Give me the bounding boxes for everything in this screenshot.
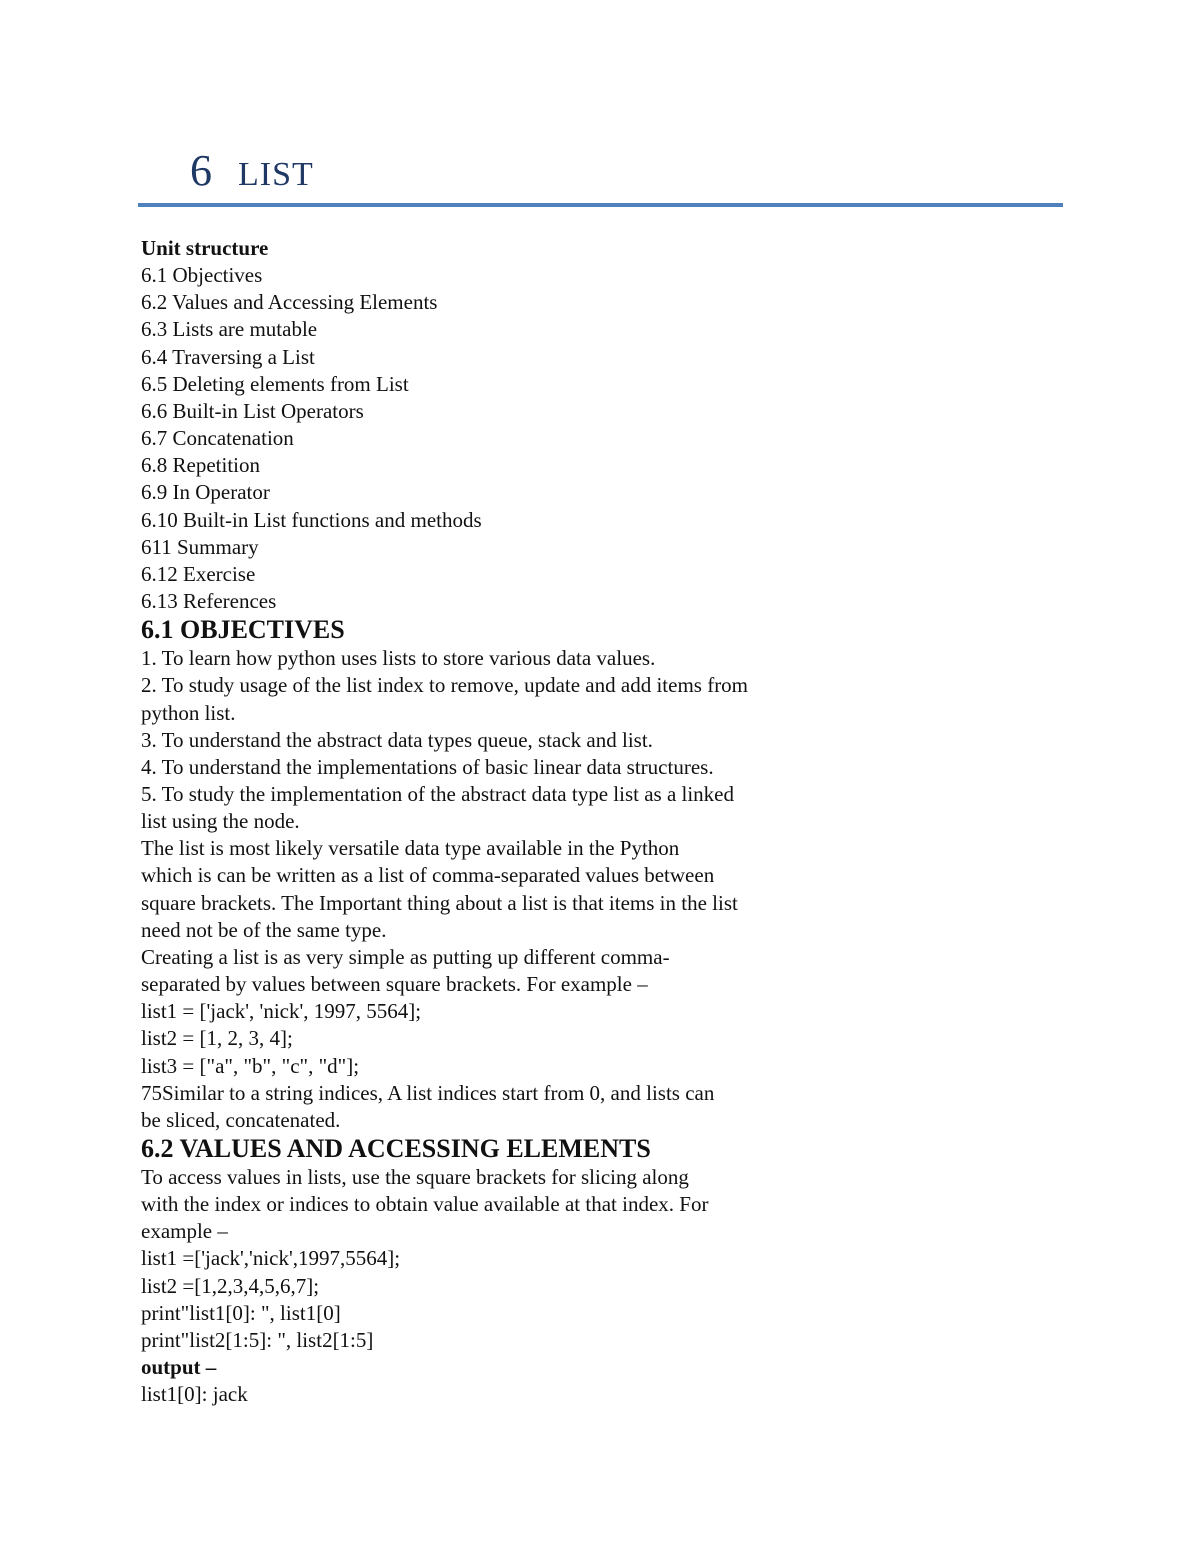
unit-structure-item: 6.5 Deleting elements from List	[141, 371, 409, 396]
unit-structure-list	[141, 262, 841, 615]
paragraph-line: 1. To learn how python uses lists to store various data values.	[141, 646, 656, 671]
unit-structure-item: 6.3 Lists are mutable	[141, 317, 318, 342]
paragraph-line: 2. To study usage of the list index to remove, update and add items from	[141, 673, 749, 698]
code-line: print"list2[1:5]: ", list2[1:5]	[141, 1327, 374, 1352]
paragraph-line: example –	[141, 1219, 228, 1244]
unit-structure-item: 6.13 References	[141, 589, 277, 614]
paragraph-line: 4. To understand the implementations of basic linear data structures.	[141, 754, 714, 779]
unit-structure-item: 6.10 Built-in List functions and methods	[141, 507, 482, 532]
heading-rule	[138, 203, 1063, 207]
paragraph-line: be sliced, concatenated.	[141, 1107, 341, 1132]
code-line: list1 = ['jack', 'nick', 1997, 5564];	[141, 999, 422, 1024]
code-line: list1 =['jack','nick',1997,5564];	[141, 1246, 401, 1271]
code-line: list3 = ["a", "b", "c", "d"];	[141, 1053, 360, 1078]
unit-structure-heading: Unit structure	[141, 236, 269, 260]
output-line: list1[0]: jack	[141, 1382, 248, 1407]
paragraph-line: which is can be written as a list of comma-separated values between	[141, 863, 715, 888]
unit-structure-item: 6.12 Exercise	[141, 561, 256, 586]
paragraph-line: python list.	[141, 700, 236, 725]
unit-structure-item: 6.9 In Operator	[141, 480, 270, 505]
paragraph-line: square brackets. The Important thing about a list is that items in the list	[141, 890, 738, 915]
unit-structure-item: 6.7 Concatenation	[141, 426, 294, 451]
chapter-title: LIST	[238, 156, 314, 193]
paragraph-line: 5. To study the implementation of the abstract data type list as a linked	[141, 781, 735, 806]
section-heading-objectives: 6.1 OBJECTIVES	[141, 615, 345, 645]
chapter-number: 6	[190, 146, 212, 195]
paragraph-line: separated by values between square brackets. For example –	[141, 972, 648, 997]
paragraph-line: The list is most likely versatile data type available in the Python	[141, 836, 680, 861]
section-values-body	[141, 1164, 841, 1408]
code-line: list2 = [1, 2, 3, 4];	[141, 1026, 293, 1051]
paragraph-line: 75Similar to a string indices, A list indices start from 0, and lists can	[141, 1080, 715, 1105]
code-line: print"list1[0]: ", list1[0]	[141, 1300, 341, 1325]
section-heading-values: 6.2 VALUES AND ACCESSING ELEMENTS	[141, 1134, 651, 1163]
unit-structure-item: 6.2 Values and Accessing Elements	[141, 290, 438, 315]
unit-structure-item: 6.8 Repetition	[141, 453, 260, 478]
body-content	[141, 235, 841, 1408]
paragraph-line: with the index or indices to obtain value available at that index. For	[141, 1192, 709, 1217]
section-objectives-body	[141, 645, 841, 1134]
code-line: list2 =[1,2,3,4,5,6,7];	[141, 1273, 320, 1298]
paragraph-line: need not be of the same type.	[141, 917, 387, 942]
output-label: output –	[141, 1355, 217, 1380]
paragraph-line: 3. To understand the abstract data types queue, stack and list.	[141, 727, 653, 752]
paragraph-line: list using the node.	[141, 809, 300, 834]
unit-structure-item: 6.1 Objectives	[141, 263, 263, 288]
chapter-heading	[190, 145, 314, 196]
unit-structure-item: 6.6 Built-in List Operators	[141, 398, 364, 423]
unit-structure-item: 6.4 Traversing a List	[141, 344, 315, 369]
paragraph-line: To access values in lists, use the square brackets for slicing along	[141, 1165, 689, 1189]
paragraph-line: Creating a list is as very simple as putting up different comma-	[141, 944, 670, 969]
unit-structure-item: 611 Summary	[141, 534, 259, 559]
